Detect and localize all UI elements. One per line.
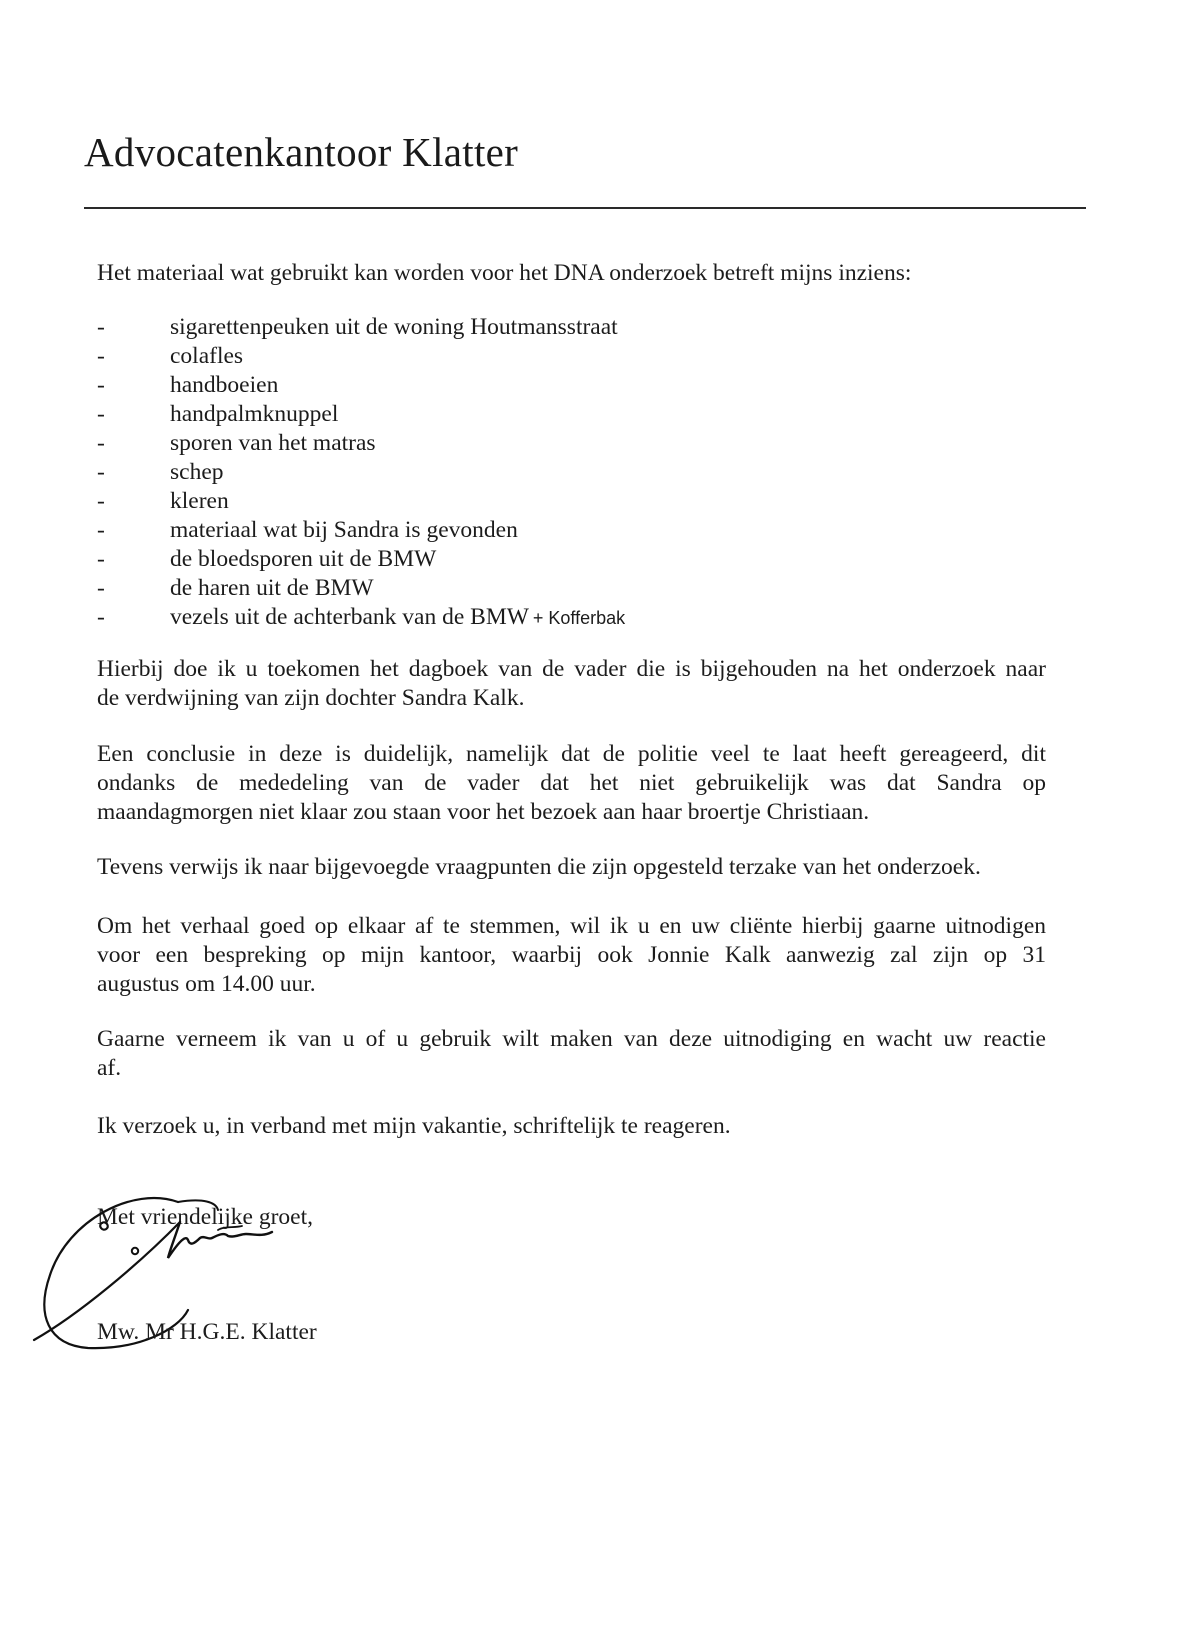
paragraph-line: Gaarne verneem ik van u of u gebruik wilt maken van deze uitnodiging en wacht uw reactie <box>97 1026 1046 1052</box>
paragraph-questions <box>97 853 1046 882</box>
paragraph-invitation <box>97 912 1046 999</box>
list-dash: - <box>97 343 105 369</box>
paragraph-diary <box>97 655 1046 713</box>
paragraph-line: Een conclusie in deze is duidelijk, namelijk dat de politie veel te laat heeft gereageerd, dit <box>97 741 1046 767</box>
list-dash: - <box>97 604 105 630</box>
signatory-name: Mw. Mr H.G.E. Klatter <box>97 1319 317 1345</box>
paragraph-line: maandagmorgen niet klaar zou staan voor het bezoek aan haar broertje Christiaan. <box>97 799 870 825</box>
list-dash: - <box>97 459 105 485</box>
list-dash: - <box>97 517 105 543</box>
list-dash: - <box>97 575 105 601</box>
paragraph-reply <box>97 1025 1046 1083</box>
list-dash: - <box>97 314 105 340</box>
list-item-text: materiaal wat bij Sandra is gevonden <box>170 517 518 543</box>
paragraph-line: Ik verzoek u, in verband met mijn vakantie, schriftelijk te reageren. <box>97 1113 731 1139</box>
list-item-text: sporen van het matras <box>170 430 376 456</box>
list-dash: - <box>97 430 105 456</box>
intro-sentence: Het materiaal wat gebruikt kan worden voor het DNA onderzoek betreft mijns inziens: <box>97 260 912 286</box>
letterhead-rule <box>84 207 1086 209</box>
paragraph-line: Hierbij doe ik u toekomen het dagboek van de vader die is bijgehouden na het onderzoek naar <box>97 656 1046 682</box>
handwritten-addendum: + Kofferbak <box>532 608 626 628</box>
paragraph-line: Tevens verwijs ik naar bijgevoegde vraagpunten die zijn opgesteld terzake van het onderzoek. <box>97 854 981 880</box>
paragraph-conclusion <box>97 740 1046 827</box>
list-dash: - <box>97 401 105 427</box>
handwritten-signature <box>28 1180 328 1380</box>
paragraph-line: voor een bespreking op mijn kantoor, waarbij ook Jonnie Kalk aanwezig zal zijn op 31 <box>97 942 1046 968</box>
closing-salutation: Met vriendelijke groet, <box>97 1204 313 1230</box>
list-item-text: de haren uit de BMW <box>170 575 374 601</box>
list-item-text: kleren <box>170 488 229 514</box>
paragraph-line: ondanks de mededeling van de vader dat het niet gebruikelijk was dat Sandra op <box>97 770 1046 796</box>
list-item-last-label: vezels uit de achterbank van de BMW <box>170 604 529 630</box>
list-dash: - <box>97 488 105 514</box>
paragraph-line: Om het verhaal goed op elkaar af te stemmen, wil ik u en uw cliënte hierbij gaarne uitnodigen <box>97 913 1046 939</box>
list-item-text-last <box>170 603 625 633</box>
list-item-text: colafles <box>170 343 244 369</box>
paragraph-line: af. <box>97 1055 122 1081</box>
list-item-text: de bloedsporen uit de BMW <box>170 546 437 572</box>
list-item-text: schep <box>170 459 224 485</box>
list-item-text: sigarettenpeuken uit de woning Houtmansstraat <box>170 314 618 340</box>
list-item-text: handboeien <box>170 372 279 398</box>
list-dash: - <box>97 546 105 572</box>
list-dash: - <box>97 372 105 398</box>
list-item-text: handpalmknuppel <box>170 401 339 427</box>
paragraph-vacation <box>97 1112 1046 1141</box>
paragraph-line: augustus om 14.00 uur. <box>97 971 316 997</box>
paragraph-line: de verdwijning van zijn dochter Sandra Kalk. <box>97 685 525 711</box>
letterhead-title: Advocatenkantoor Klatter <box>84 129 519 175</box>
